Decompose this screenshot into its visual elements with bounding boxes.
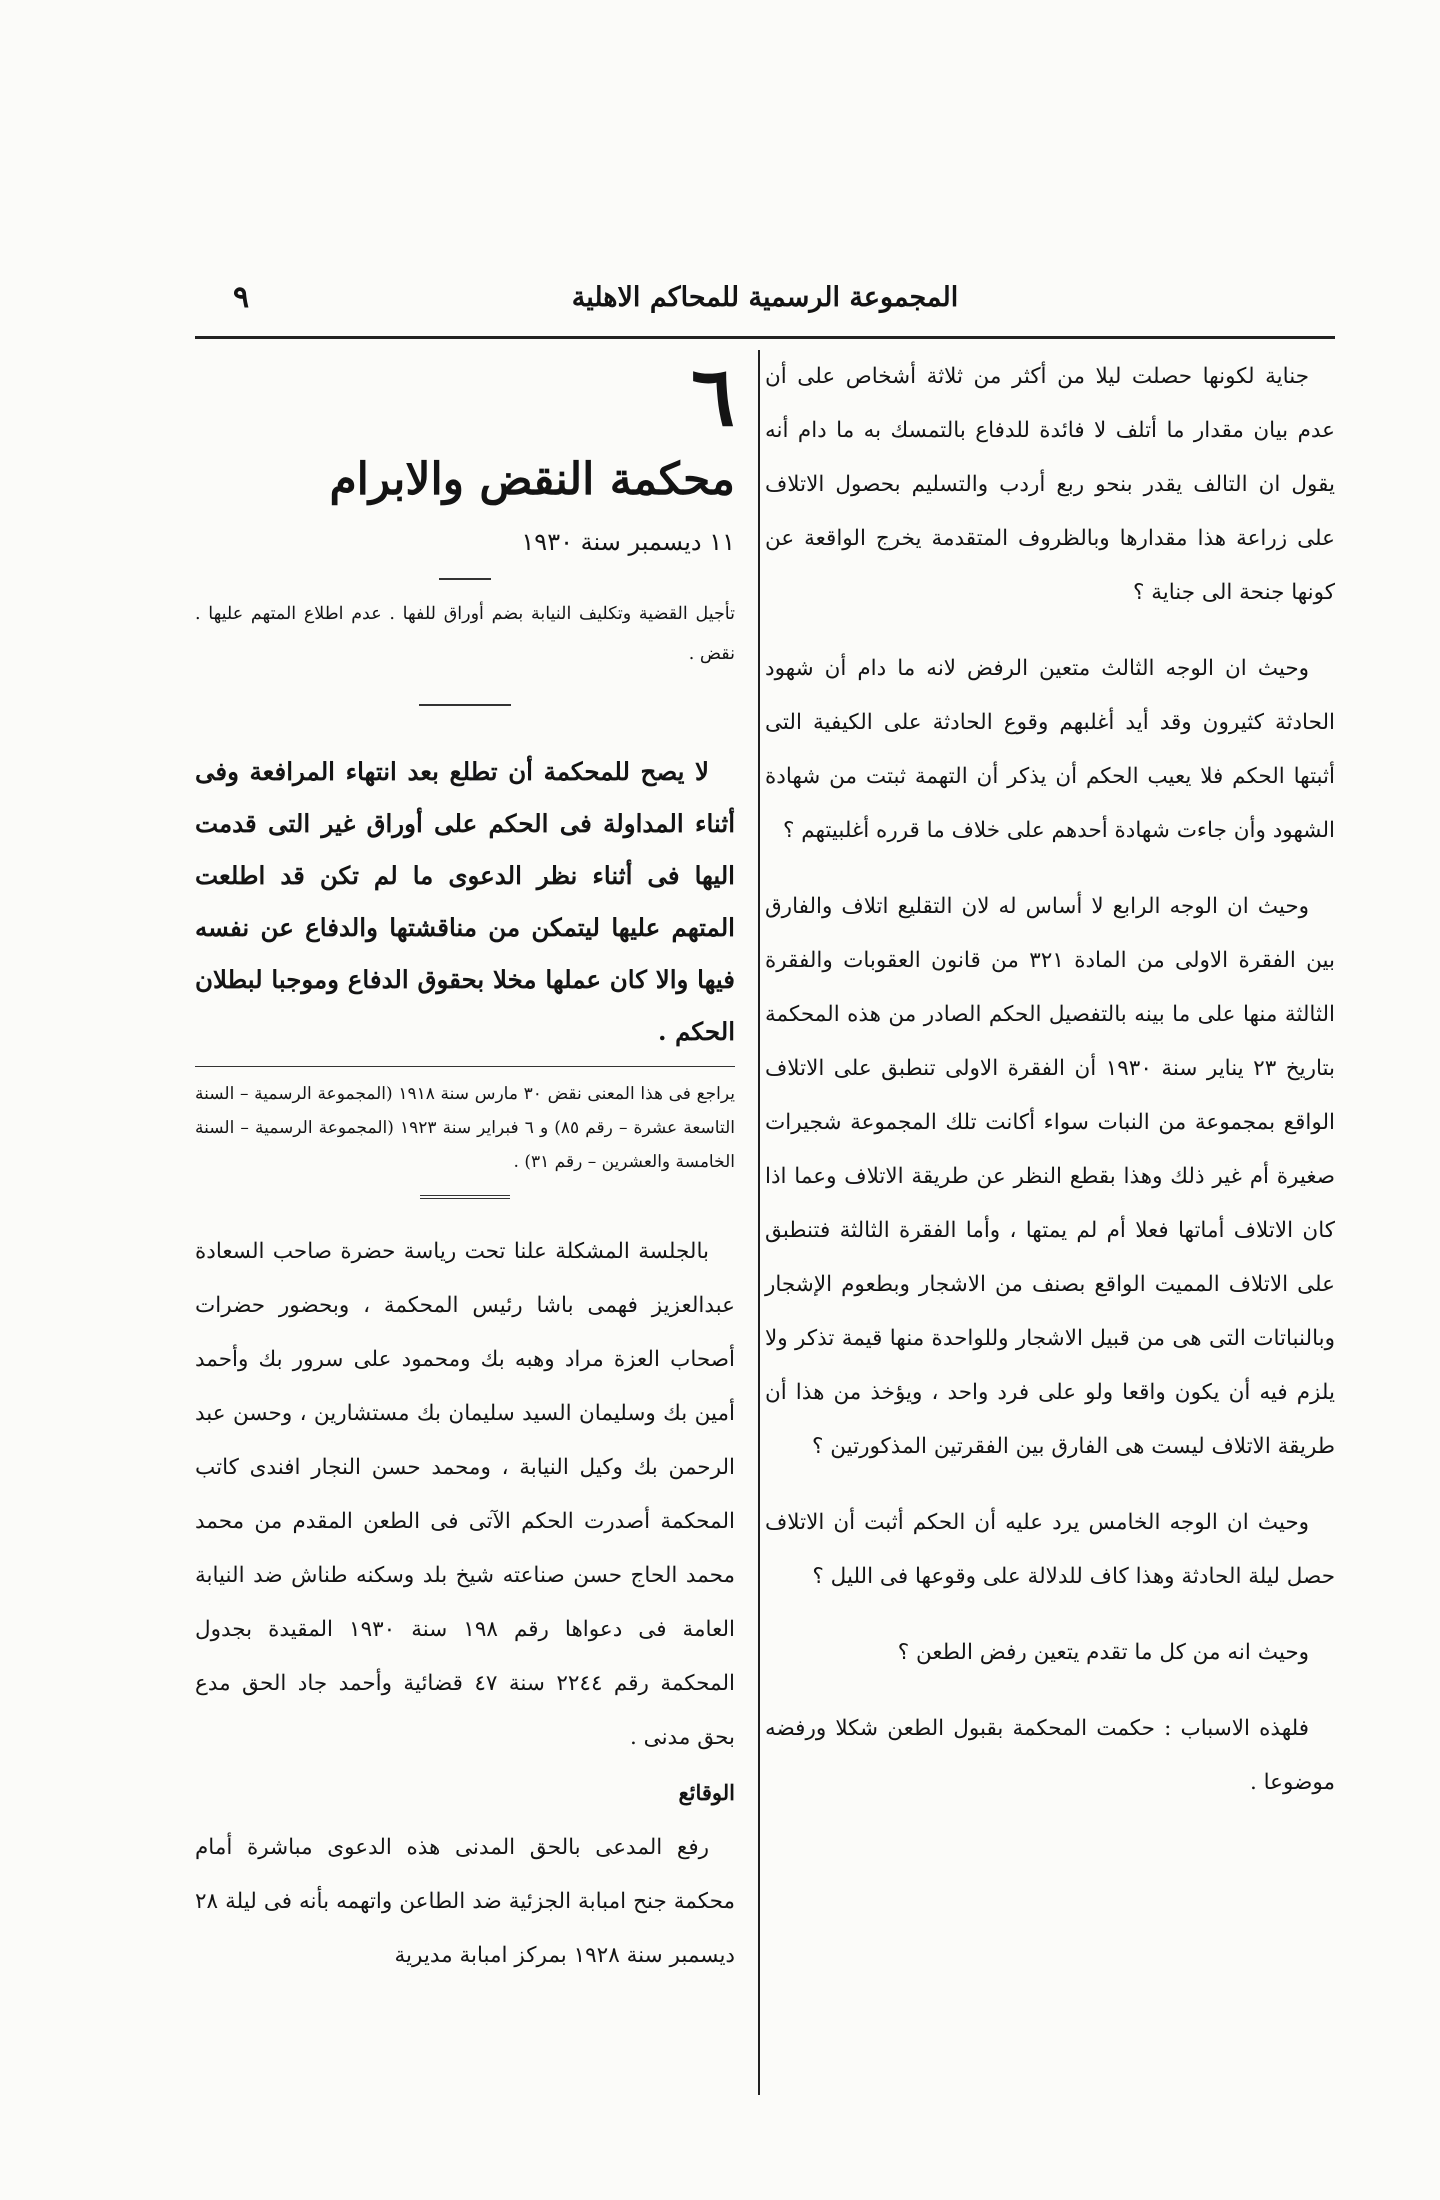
facts-heading: الوقائع xyxy=(678,1780,735,1805)
facts-paragraph: رفع المدعى بالحق المدنى هذه الدعوى مباشرة أمام محكمة جنح امبابة الجزئية ضد الطاعن واتهمه بأنه فى ليلة ٢٨ ديسمبر سنة ١٩٢٨ بمركز امبابة مديرية xyxy=(195,1835,735,1968)
section-rule xyxy=(419,704,511,706)
paragraph-third-ground: وحيث ان الوجه الثالث متعين الرفض لانه ما دام أن شهود الحادثة كثيرون وقد أيد أغلبهم وقوع الحادثة على الكيفية التى أثبتها الحكم فلا يعيب الحكم أن يذكر أن التهمة ثبتت من شهادة الشهود وأن جاءت شهادة أحدهم على خلاف ما قرره أغلبيتهم ؟ xyxy=(765,656,1335,843)
double-rule xyxy=(420,1195,510,1199)
session-paragraph: بالجلسة المشكلة علنا تحت رياسة حضرة صاحب السعادة عبدالعزيز فهمى باشا رئيس المحكمة ، وبحضور حضرات أصحاب العزة مراد وهبه بك ومحمود على سرور بك وأحمد أمين بك وسليمان السيد سليمان بك مستشارين ، وحسن عبد الرحمن بك وكيل النيابة ، ومحمد حسن النجار افندى كاتب المحكمة أصدرت الحكم الآتى فى الطعن المقدم من محمد محمد الحاج حسن صناعته شيخ بلد وسكنه طناش ضد النيابة العامة فى دعواها رقم ١٩٨ سنة ١٩٣٠ المقيدة بجدول المحكمة رقم ٢٢٤٤ سنة ٤٧ قضائية وأحمد جاد الحق مدع بحق مدنى . xyxy=(195,1239,735,1750)
paragraph-conclusion: وحيث انه من كل ما تقدم يتعين رفض الطعن ؟ xyxy=(897,1640,1309,1665)
running-title: المجموعة الرسمية للمحاكم الاهلية xyxy=(571,282,959,313)
column-divider xyxy=(758,350,760,2095)
headnote: تأجيل القضية وتكليف النيابة بضم أوراق للفها . عدم اطلاع المتهم عليها . نقض . xyxy=(195,604,735,664)
legal-principle: لا يصح للمحكمة أن تطلع بعد انتهاء المرافعة وفى أثناء المداولة فى الحكم على أوراق غير التى قدمت اليها فى أثناء نظر الدعوى ما لم تكن قد اطلعت المتهم عليها ليتمكن من مناقشتها والدفاع عن نفسه فيها والا كان عملها مخلا بحقوق الدفاع وموجبا لبطلان الحكم . xyxy=(195,757,735,1046)
footnote: يراجع فى هذا المعنى نقض ٣٠ مارس سنة ١٩١٨ (المجموعة الرسمية – السنة التاسعة عشرة – رقم ٨٥) و ٦ فبراير سنة ١٩٢٣ (المجموعة الرسمية – السنة الخامسة والعشرين – رقم ٣١) . xyxy=(195,1084,736,1172)
left-column xyxy=(195,350,735,1983)
page-number: ٩ xyxy=(233,280,250,315)
page-header xyxy=(195,282,1335,339)
case-date: ١١ ديسمبر سنة ١٩٣٠ xyxy=(521,528,735,556)
footnote-rule xyxy=(195,1066,735,1067)
court-name: محكمة النقض والابرام xyxy=(329,454,735,505)
right-column xyxy=(765,350,1335,1810)
paragraph-ruling: فلهذه الاسباب : حكمت المحكمة بقبول الطعن شكلا ورفضه موضوعا . xyxy=(765,1716,1335,1795)
paragraph-fifth-ground: وحيث ان الوجه الخامس يرد عليه أن الحكم أثبت أن الاتلاف حصل ليلة الحادثة وهذا كاف للدلالة على وقوعها فى الليل ؟ xyxy=(765,1510,1335,1589)
paragraph-continuation: جناية لكونها حصلت ليلا من أكثر من ثلاثة أشخاص على أن عدم بيان مقدار ما أتلف لا فائدة للدفاع بالتمسك به ما دام أنه يقول ان التالف يقدر بنحو ربع أردب والتسليم بحصول الاتلاف على زراعة هذا مقدارها وبالظروف المتقدمة يخرج الواقعة عن كونها جنحة الى جناية ؟ xyxy=(765,364,1335,605)
short-rule xyxy=(439,578,491,580)
case-number: ٦ xyxy=(690,349,735,445)
paragraph-fourth-ground: وحيث ان الوجه الرابع لا أساس له لان التقليع اتلاف والفارق بين الفقرة الاولى من المادة ٣٢١ من قانون العقوبات والفقرة الثالثة منها على ما بينه بالتفصيل الحكم الصادر من هذه المحكمة بتاريخ ٢٣ يناير سنة ١٩٣٠ أن الفقرة الاولى تنطبق على الاتلاف الواقع بمجموعة من النبات سواء أكانت تلك المجموعة شجيرات صغيرة أم غير ذلك وهذا بقطع النظر عن طريقة الاتلاف وعما اذا كان الاتلاف أماتها فعلا أم لم يمتها ، وأما الفقرة الثالثة فتنطبق على الاتلاف المميت الواقع بصنف من الاشجار وبطعوم الإشجار وبالنباتات التى هى من قبيل الاشجار وللواحدة منها قيمة تذكر ولا يلزم فيه أن يكون واقعا ولو على فرد واحد ، ويؤخذ من هذا أن طريقة الاتلاف ليست هى الفارق بين الفقرتين المذكورتين ؟ xyxy=(765,894,1335,1459)
